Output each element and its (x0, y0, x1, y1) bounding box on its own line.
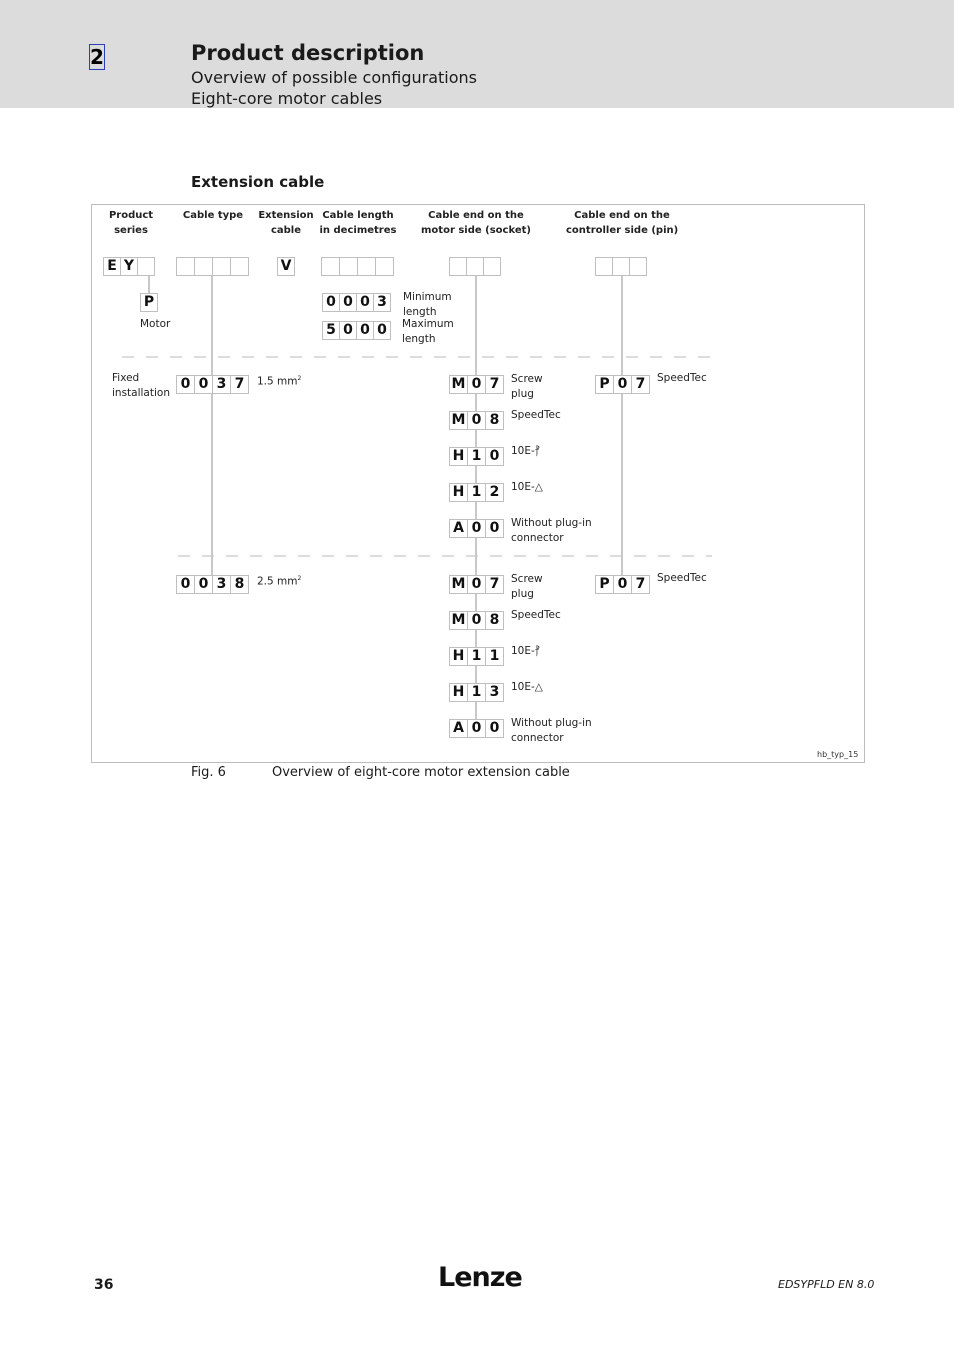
code-digit: 3 (212, 375, 231, 394)
code-digit: V (277, 257, 295, 276)
page-number: 36 (94, 1277, 114, 1293)
code-digit: 0 (339, 321, 357, 340)
motor-end-option-label: 10E-△ (511, 481, 543, 493)
code-digit: H (449, 483, 468, 502)
code-digit: 8 (485, 611, 504, 630)
page-title: Product description (191, 41, 425, 65)
code-digit: 3 (373, 293, 391, 312)
code-digit (212, 257, 231, 276)
lenze-logo: Lenze (438, 1262, 522, 1293)
section-title: Extension cable (191, 173, 325, 191)
code-digit: 7 (631, 375, 650, 394)
motor-end-option-code (449, 719, 504, 738)
code-digit: M (449, 575, 468, 594)
code-digit (137, 257, 155, 276)
motor-end-option-code (449, 519, 504, 538)
min-length-label: Minimum length (403, 291, 452, 318)
extension-code (277, 257, 295, 276)
code-digit: 0 (176, 375, 195, 394)
page-subtitle-2: Eight-core motor cables (191, 89, 383, 108)
cross-section-label: 2.5 $mm^2$ (257, 575, 302, 588)
code-digit: 1 (467, 483, 486, 502)
product-series-code (103, 257, 155, 276)
code-digit: E (103, 257, 121, 276)
motor-end-option-label: Screw plug (511, 373, 543, 400)
min-length-code (322, 293, 391, 312)
code-digit: P (595, 375, 614, 394)
code-digit (629, 257, 647, 276)
code-digit: 0 (613, 575, 632, 594)
code-digit: 0 (339, 293, 357, 312)
code-digit: 2 (485, 483, 504, 502)
code-digit: 0 (613, 375, 632, 394)
code-digit: 1 (485, 647, 504, 666)
code-digit: 7 (485, 575, 504, 594)
column-header-controller-end: Cable end on the controller side (pin) (566, 210, 679, 236)
max-length-code (322, 321, 391, 340)
superscript: 2 (297, 375, 302, 382)
motor-end-option-label: 10E-⳨ (511, 445, 540, 457)
motor-end-option-code (449, 611, 504, 630)
code-digit: 0 (467, 575, 486, 594)
motor-end-option-label: Without plug-in connector (511, 717, 592, 744)
motor-end-option-label: SpeedTec (511, 409, 561, 421)
code-digit: 0 (467, 611, 486, 630)
motor-end-option-code (449, 483, 504, 502)
code-digit: H (449, 683, 468, 702)
motor-end-option-code (449, 447, 504, 466)
code-digit: 0 (176, 575, 195, 594)
column-header-extension-cable: Extension cable (258, 210, 314, 236)
code-digit: M (449, 411, 468, 430)
code-digit: 1 (467, 647, 486, 666)
code-digit: 7 (485, 375, 504, 394)
code-digit: 0 (356, 321, 374, 340)
code-digit: 0 (322, 293, 340, 312)
motor-end-option-code (449, 647, 504, 666)
motor-label: Motor (140, 318, 171, 330)
code-digit (595, 257, 613, 276)
code-digit (176, 257, 195, 276)
motor-end-option-label: SpeedTec (511, 609, 561, 621)
figure-number: Fig. 6 (191, 765, 226, 780)
page-subtitle: Overview of possible configurations (191, 68, 477, 87)
figure-caption: Overview of eight-core motor extension cable (272, 765, 570, 780)
column-header-motor-end: Cable end on the motor side (socket) (421, 210, 531, 236)
code-digit: 8 (485, 411, 504, 430)
installation-label: Fixed installation (112, 372, 170, 399)
code-digit (321, 257, 340, 276)
code-digit: 0 (467, 411, 486, 430)
code-digit (375, 257, 394, 276)
code-digit: 0 (485, 447, 504, 466)
motor-end-option-code (449, 575, 504, 594)
controller-end-option-label: SpeedTec (657, 572, 707, 584)
code-digit (357, 257, 376, 276)
code-digit: 0 (485, 719, 504, 738)
motor-end-option-code (449, 375, 504, 394)
code-digit: 0 (356, 293, 374, 312)
max-length-label: Maximum length (402, 318, 454, 345)
cable-type-code (176, 257, 249, 276)
motor-end-option-code (449, 411, 504, 430)
code-digit: 7 (631, 575, 650, 594)
code-digit: A (449, 519, 468, 538)
cable-code-1 (176, 375, 249, 394)
code-digit: P (595, 575, 614, 594)
motor-end-code (449, 257, 501, 276)
code-digit: 0 (467, 519, 486, 538)
code-digit: H (449, 647, 468, 666)
controller-end-option-code (595, 575, 650, 594)
controller-end-option-label: SpeedTec (657, 372, 707, 384)
code-digit: 1 (467, 683, 486, 702)
code-digit: 0 (467, 719, 486, 738)
code-digit: M (449, 611, 468, 630)
cable-code-2 (176, 575, 249, 594)
code-digit (449, 257, 467, 276)
code-digit: 3 (212, 575, 231, 594)
controller-end-code (595, 257, 647, 276)
code-digit: M (449, 375, 468, 394)
motor-end-option-label: 10E-⳨ (511, 645, 540, 657)
code-digit: 8 (230, 575, 249, 594)
code-digit: 0 (373, 321, 391, 340)
column-header-product-series: Product series (108, 210, 154, 236)
code-digit: 1 (467, 447, 486, 466)
cross-section-label: 1.5 $mm^2$ (257, 375, 302, 388)
code-digit: 0 (485, 519, 504, 538)
code-digit: 0 (467, 375, 486, 394)
code-digit (483, 257, 501, 276)
code-digit: H (449, 447, 468, 466)
motor-end-option-label: Screw plug (511, 573, 543, 600)
code-digit: 7 (230, 375, 249, 394)
code-digit (194, 257, 213, 276)
figure-reference: hb_typ_15 (817, 750, 859, 759)
code-digit: 5 (322, 321, 340, 340)
cable-length-code (321, 257, 394, 276)
code-digit (230, 257, 249, 276)
motor-end-option-label: Without plug-in connector (511, 517, 592, 544)
chapter-number[interactable]: 2 (90, 45, 104, 69)
code-digit (466, 257, 484, 276)
code-digit: 0 (194, 575, 213, 594)
code-digit: 3 (485, 683, 504, 702)
code-digit (339, 257, 358, 276)
code-digit (612, 257, 630, 276)
code-digit: P (140, 293, 158, 312)
column-header-cable-type: Cable type (182, 210, 244, 221)
motor-code (140, 293, 158, 312)
motor-end-option-code (449, 683, 504, 702)
motor-end-option-label: 10E-△ (511, 681, 543, 693)
code-digit: A (449, 719, 468, 738)
superscript: 2 (297, 575, 302, 582)
code-digit: 0 (194, 375, 213, 394)
controller-end-option-code (595, 375, 650, 394)
column-header-cable-length: Cable length in decimetres (319, 210, 397, 236)
code-digit: Y (120, 257, 138, 276)
document-id: EDSYPFLD EN 8.0 (778, 1278, 875, 1291)
